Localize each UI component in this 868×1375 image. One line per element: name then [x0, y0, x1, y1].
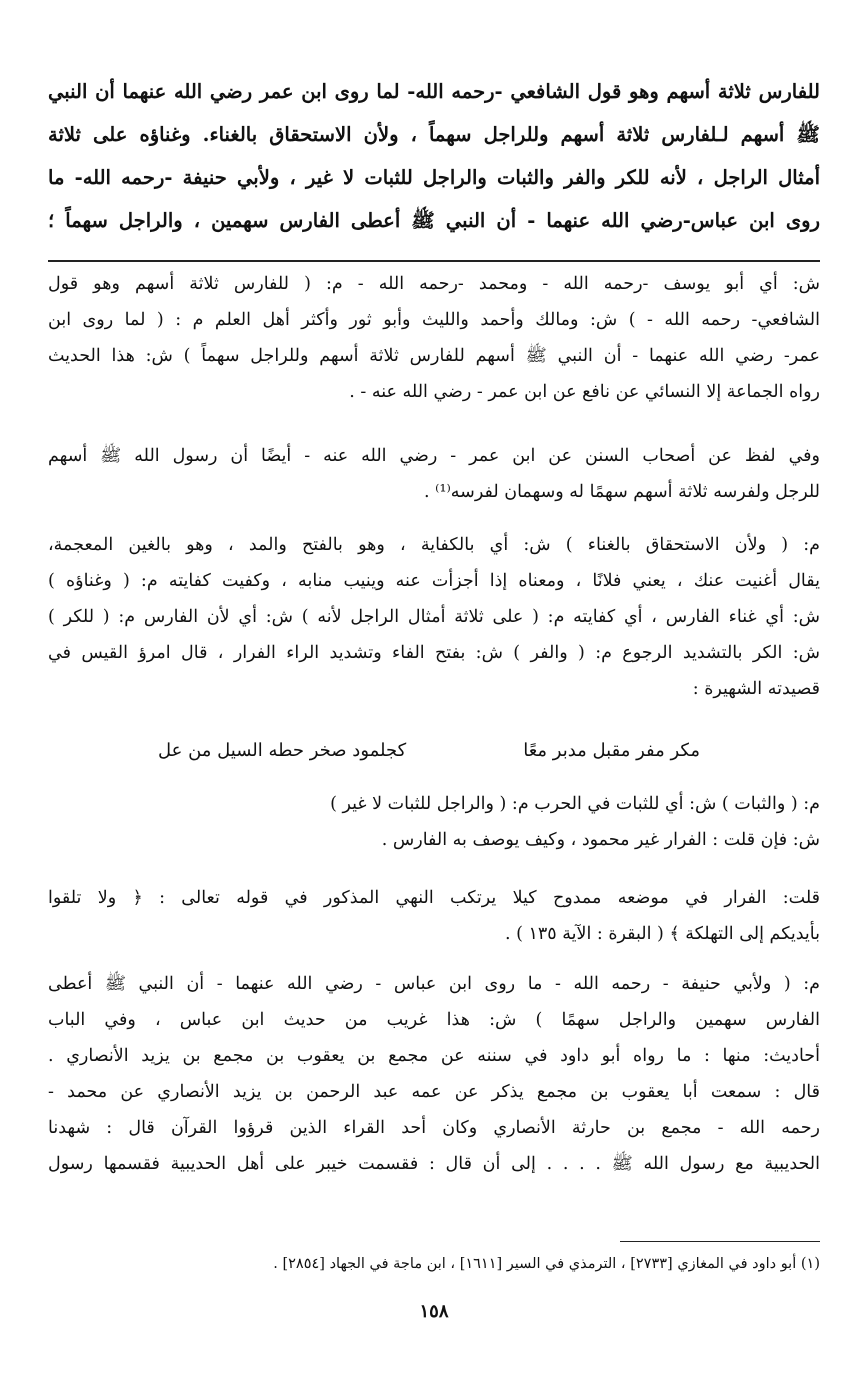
poem-hemistich-first: مكر مفر مقبل مدبر معًا: [523, 740, 700, 761]
commentary-line: الشافعي- رحمه الله - ) ش: ومالك وأحمد والليث وأبو ثور وأكثر أهل العلم م : ( لما روى ابن: [48, 310, 820, 330]
commentary-paragraph-2: [48, 438, 820, 510]
commentary-paragraph-3: [48, 527, 820, 707]
commentary-line: أحاديث: منها : ما رواه أبو داود في سننه عن مجمع بن يعقوب بن مجمع بن يزيد الأنصاري .: [48, 1046, 820, 1066]
poem-verse: [48, 733, 820, 769]
commentary-line: رحمه الله - مجمع بن حارثة الأنصاري وكان أحد القراء الذين قرؤوا القرآن قال : شهدنا: [48, 1118, 820, 1138]
commentary-line: يقال أغنيت عنك ، يعني فلانًا ، ومعناه إذا أجزأت عنه وينيب منابه ، وكفيت كفايته م: ( وغناؤه ): [48, 571, 820, 591]
poem-hemistich-second: كجلمود صخر حطه السيل من عل: [158, 740, 407, 761]
page-number: ١٥٨: [419, 1301, 449, 1322]
commentary-paragraph-4: [48, 786, 820, 858]
matn-line: أمثال الراجل ، لأنه للكر والفر والثبات والراجل للثبات لا غير ، ولأبي حنيفة -رحمه الله- ما: [48, 166, 820, 189]
commentary-line: قال : سمعت أبا يعقوب بن مجمع يذكر عن عمه عبد الرحمن بن يزيد الأنصاري عن محمد -: [48, 1082, 820, 1102]
commentary-line: الفارس سهمين والراجل سهمًا ) ش: هذا غريب من حديث ابن عباس ، وفي الباب: [48, 1010, 820, 1030]
commentary-paragraph-1: [48, 266, 820, 410]
commentary-line: قصيدته الشهيرة :: [692, 679, 820, 699]
commentary-paragraph-6: [48, 966, 820, 1182]
commentary-line: وفي لفظ عن أصحاب السنن عن ابن عمر - رضي الله عنه - أيضًا أن رسول الله ﷺ أسهم: [48, 446, 820, 466]
matn-line: ﷺ أسهم لـلفارس ثلاثة أسهم وللراجل سهماً ، ولأن الاستحقاق بالغناء. وغناؤه على ثلاثة: [48, 123, 820, 146]
commentary-line: قلت: الفرار في موضعه ممدوح كيلا يرتكب النهي المذكور في قوله تعالى : ﴿ ولا تلقوا: [48, 888, 820, 908]
commentary-line: ش: أي أبو يوسف -رحمه الله - ومحمد -رحمه الله - م: ( للفارس ثلاثة أسهم وهو قول: [48, 274, 820, 294]
commentary-line: رواه الجماعة إلا النسائي عن نافع عن ابن عمر - رضي الله عنه - .: [349, 382, 820, 402]
commentary-paragraph-5: [48, 880, 820, 952]
section-divider: [48, 260, 820, 262]
commentary-line: م: ( ولأن الاستحقاق بالغناء ) ش: أي بالكفاية ، وهو بالفتح والمد ، وهو بالغين المعجمة،: [48, 535, 820, 555]
commentary-line: عمر- رضي الله عنهما - أن النبي ﷺ أسهم للفارس ثلاثة أسهم وللراجل سهماً ) ش: هذا الحديث: [48, 346, 820, 366]
commentary-line: الحديبية مع رسول الله ﷺ . . . . إلى أن قال : فقسمت خيبر على أهل الحديبية فقسمها رسول: [48, 1154, 820, 1174]
commentary-line: بأيديكم إلى التهلكة ﴾ ( البقرة : الآية ١٣٥ ) .: [504, 924, 820, 944]
footnote-divider: [620, 1241, 820, 1242]
commentary-line: ش: الكر بالتشديد الرجوع م: ( والفر ) ش: بفتح الفاء وتشديد الراء الفرار ، قال امرؤ القيس في: [48, 643, 820, 663]
commentary-line: م: ( والثبات ) ش: أي للثبات في الحرب م: ( والراجل للثبات لا غير ): [330, 794, 820, 814]
matn-line: روى ابن عباس-رضي الله عنهما - أن النبي ﷺ أعطى الفارس سهمين ، والراجل سهماً ؛: [48, 209, 820, 232]
commentary-line: للرجل ولفرسه ثلاثة أسهم سهمًا له وسهمان لفرسه⁽¹⁾ .: [424, 482, 820, 502]
commentary-line: ش: أي غناء الفارس ، أي كفايته م: ( على ثلاثة أمثال الراجل لأنه ) ش: أي لأن الفارس م: ( للكر ): [48, 607, 820, 627]
commentary-line: ش: فإن قلت : الفرار غير محمود ، وكيف يوصف به الفارس .: [381, 830, 820, 850]
matn-text: [48, 70, 820, 242]
footnote: (١) أبو داود في المغازي [٢٧٣٣] ، الترمذي في السير [١٦١١] ، ابن ماجة في الجهاد [٢٨٥٤] .: [273, 1256, 820, 1272]
matn-line: للفارس ثلاثة أسهم وهو قول الشافعي -رحمه الله- لما روى ابن عمر رضي الله عنهما أن النبي: [48, 80, 820, 103]
commentary-line: م: ( ولأبي حنيفة - رحمه الله - ما روى ابن عباس - رضي الله عنهما - أن النبي ﷺ أعطى: [48, 974, 820, 994]
